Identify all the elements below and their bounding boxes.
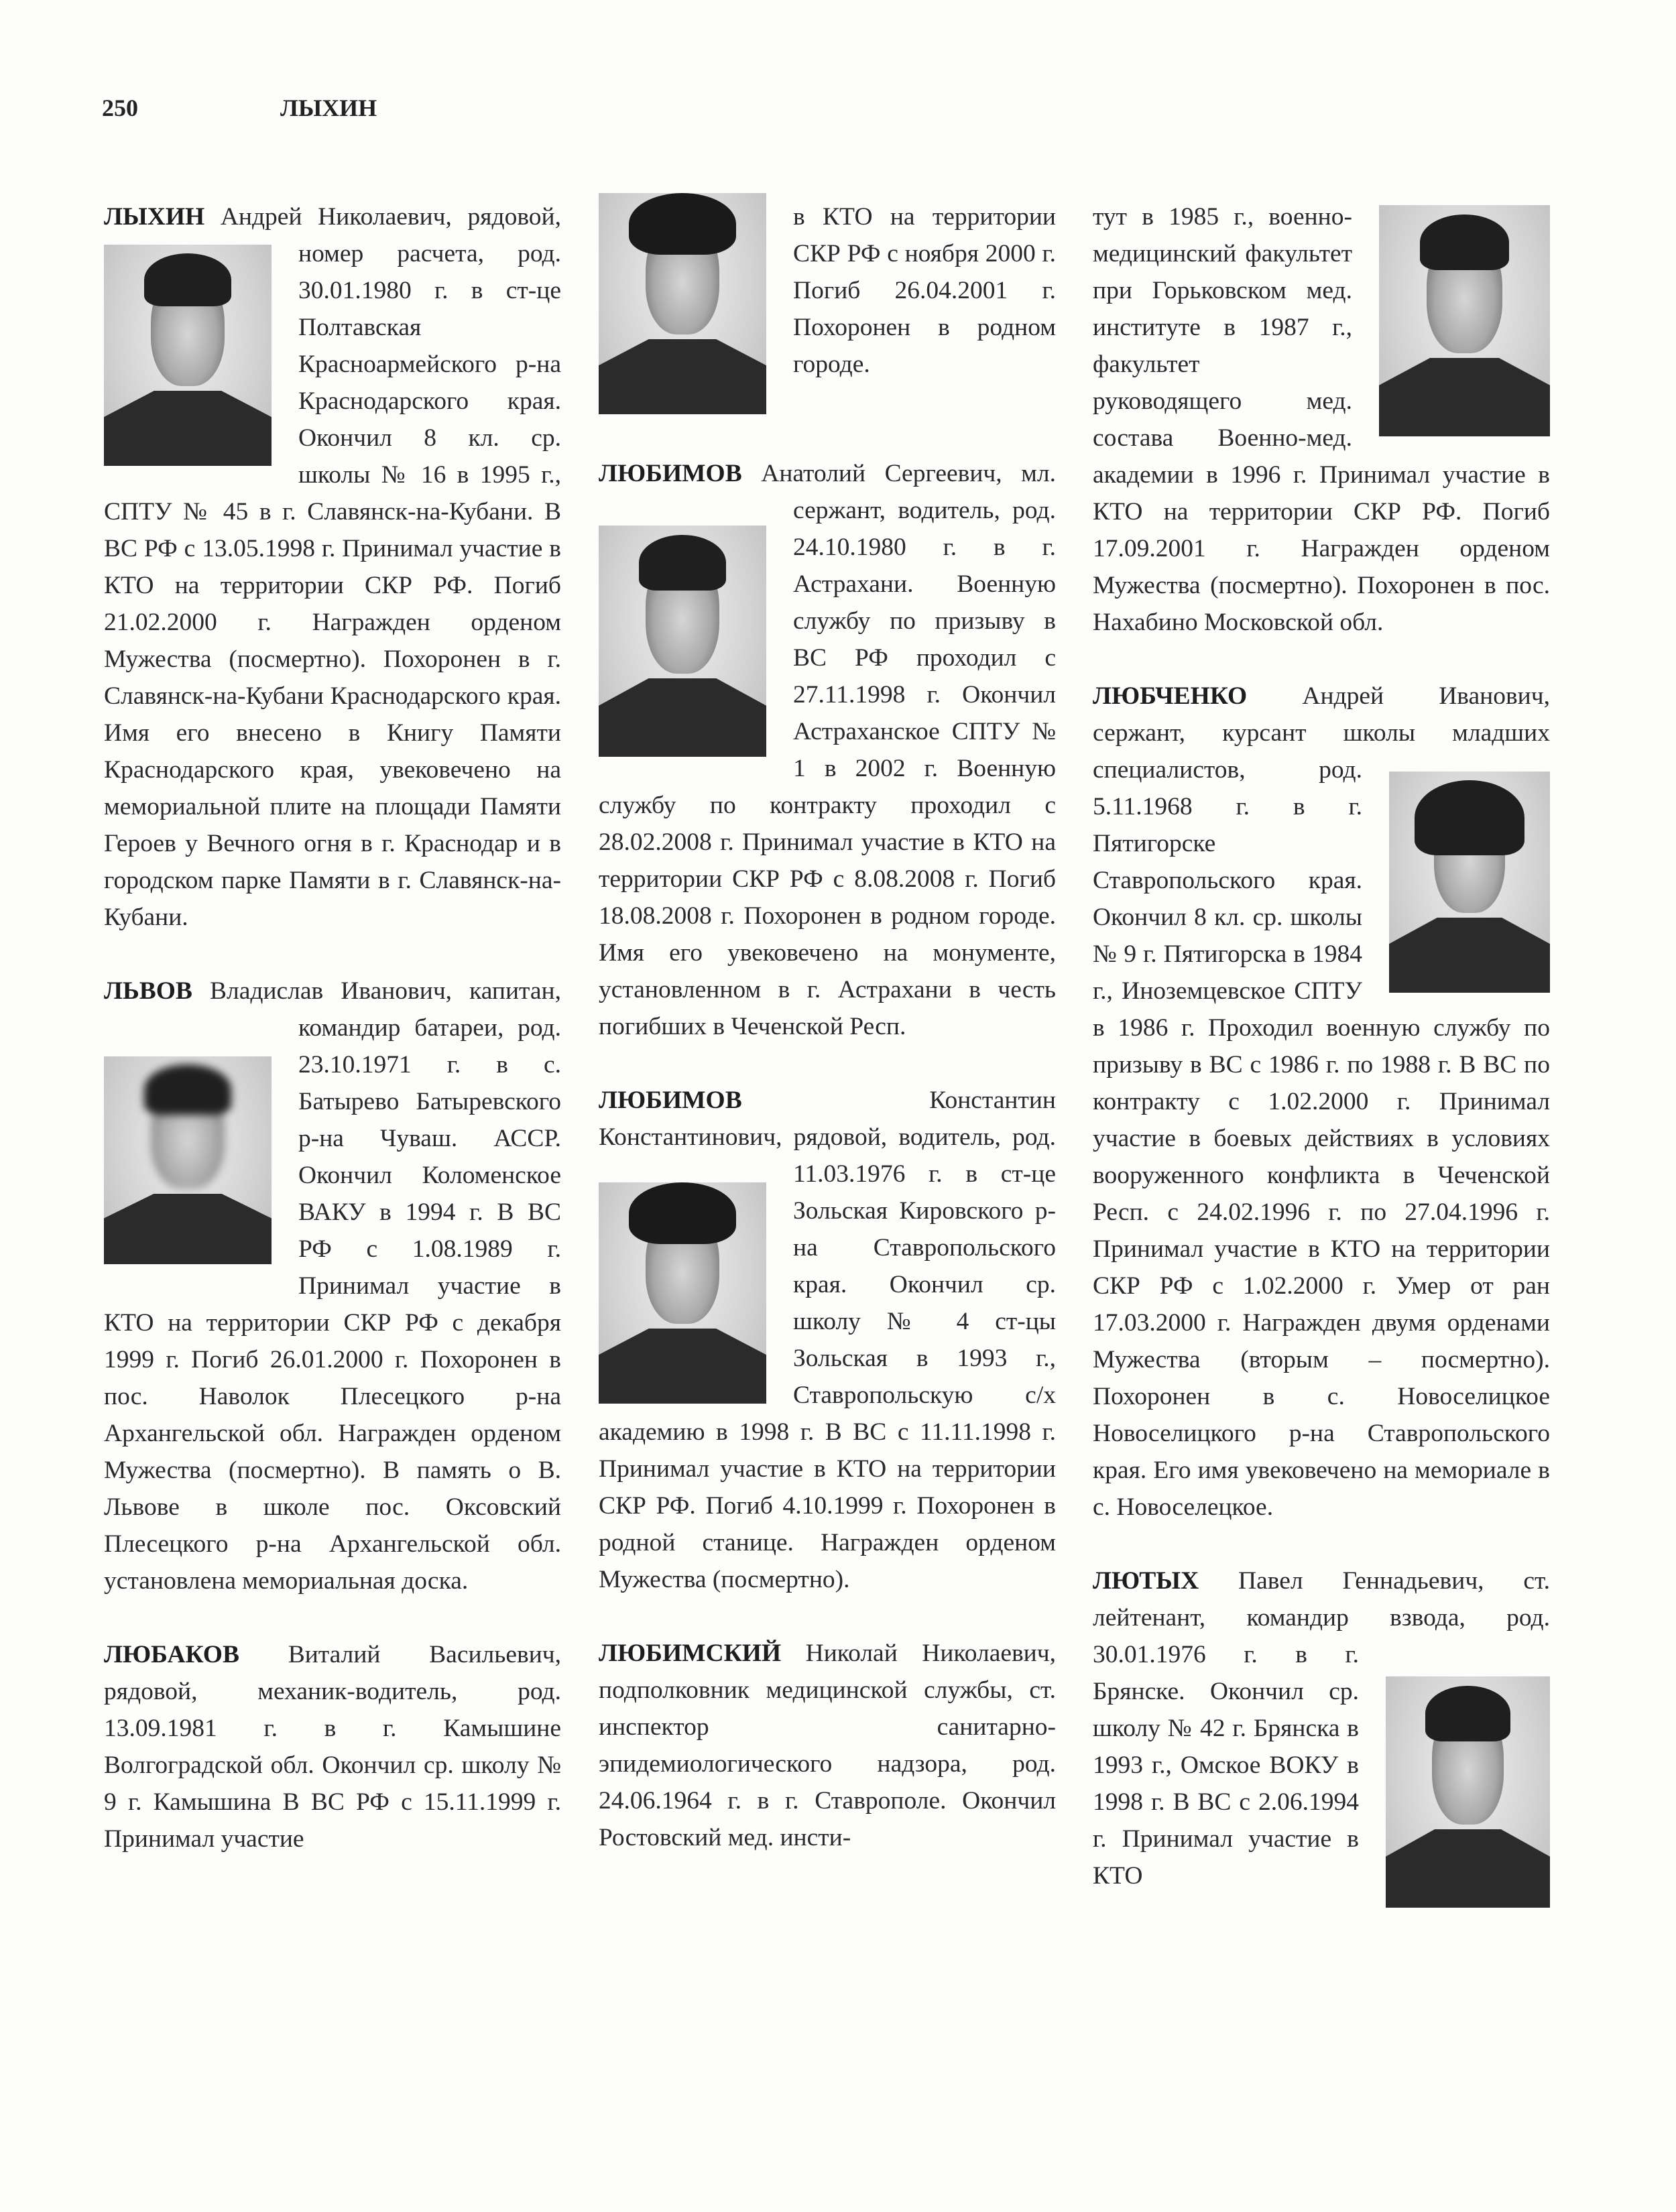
entry-text: 30.01.1976 г. в г. Брянске. Окончил ср. школу № 42 г. Брянска в 1993 г., Омское ВОКУ в 1998 г. В ВС с 2.06.1994 г. Принимал участие в КТО (1093, 1641, 1359, 1890)
column-2 (599, 198, 1056, 1893)
entry-intro: Андрей Николаевич, рядовой, номер расчета, род. (220, 203, 561, 267)
entry-text: 23.10.1971 г. в с. Батырево Батыревского р-на Чуваш. АССР. Окончил Коломенское ВАКУ в 1994 г. В ВС РФ с 1.08.1989 г. Принимал участие в КТО на территории СКР РФ с декабря 1999 г. Погиб 26.01.2000 г. Похоронен в пос. Наволок Плесецкого р-на Архангельской обл. Награжден орденом Мужества (посмертно). В память о В. Львове в школе пос. Оксовский Плесецкого р-на Архангельской обл. установлена мемориальная доска. (104, 1051, 561, 1595)
entry-text: тут в 1985 г., военно-медицинский факультет при Горьковском мед. институте в 1987 г., факультет руководящего мед. состава Военно-мед. академии в 1996 г. Принимал участие в КТО на территории СКР РФ. Погиб 17.09.2001 г. Награжден орденом Мужества (посмертно). Похоронен в пос. Нахабино Московской обл. (1093, 203, 1550, 636)
entry-lyubimov-konstantin (599, 1082, 1056, 1598)
entry-intro: Андрей Иванович, сержант, курсант школы младших специалистов, род. (1093, 682, 1550, 784)
entry-text: 24.10.1980 г. в г. Астрахани. Военную службу по призыву в ВС РФ проходил с 27.11.1998 г. Окончил Астраханское СПТУ № 1 в 2002 г. Военную службу по контракту проходил с 28.02.2008 г. Принимал участие в КТО на территории СКР РФ с 8.08.2008 г. Погиб 18.08.2008 г. Похоронен в родном городе. Имя его увековечено на монументе, установленном в г. Астрахани в честь погибших в Чеченской Респ. (599, 534, 1056, 1040)
column-1 (104, 198, 561, 1894)
entry-surname: ЛЮТЫХ (1093, 1567, 1199, 1595)
entry-lyubakov (104, 1636, 561, 1857)
entry-intro: Владислав Иванович, капитан, командир батареи, род. (210, 977, 561, 1042)
entry-text: Виталий Васильевич, рядовой, механик-водитель, род. 13.09.1981 г. в г. Камышине Волгоградской обл. Окончил ср. школу № 9 г. Камышина В ВС РФ с 15.11.1999 г. Принимал участие (104, 1641, 562, 1853)
entry-text: 5.11.1968 г. в г. Пятигорске Ставропольского края. Окончил 8 кл. ср. школы № 9 г. Пятигорска в 1984 г., Иноземцевское СПТУ в 1986 г. Проходил военную службу по призыву в ВС с 1986 г. по 1988 г. В ВС по контракту с 1.02.2000 г. Принимал участие в боевых действиях в условиях вооруженного конфликта в Чеченской Респ. с 24.02.1996 г. по 27.04.1996 г. Принимал участие в КТО на территории СКР РФ с 1.02.2000 г. Умер от ран 17.03.2000 г. Награжден двумя орденами Мужества (вторым – посмертно). Похоронен в с. Новоселицкое Новоселицкого р-на Ставропольского края. Его имя увековечено на мемориале в с. Новоселецкое. (1093, 793, 1550, 1521)
portrait-photo (599, 193, 766, 414)
portrait-photo (1386, 1676, 1550, 1908)
entry-surname: ЛЮБАКОВ (104, 1641, 239, 1668)
entry-intro: Павел Геннадьевич, ст. лейтенант, командир взвода, род. (1093, 1567, 1551, 1632)
entry-text: в КТО на территории СКР РФ с ноября 2000 г. Погиб 26.04.2001 г. Похоронен в родном городе. (793, 203, 1056, 378)
entry-surname: ЛЮБИМСКИЙ (599, 1640, 782, 1667)
entry-text: Николай Николаевич, подполковник медицинской службы, ст. инспектор санитарно-эпидемиологического надзора, род. 24.06.1964 г. в г. Ставрополе. Окончил Ростовский мед. инсти- (599, 1640, 1056, 1851)
entry-continuation (1093, 198, 1550, 641)
portrait-photo (1389, 772, 1550, 993)
entry-surname: ЛЮБЧЕНКО (1093, 682, 1248, 710)
entry-lyubimsky (599, 1635, 1056, 1856)
entry-text: 30.01.1980 г. в ст-це Полтавская Красноармейского р-на Краснодарского края. Окончил 8 кл. ср. школы № 16 в 1995 г., СПТУ № 45 в г. Славянск-на-Кубани. В ВС РФ с 13.05.1998 г. Принимал участие в КТО на территории СКР РФ. Погиб 21.02.2000 г. Награжден орденом Мужества (посмертно). Похоронен в г. Славянск-на-Кубани Краснодарского края. Имя его внесено в Книгу Памяти Краснодарского края, увековечено на мемориальной плите на площади Памяти Героев у Вечного огня в г. Краснодар и в городском парке Памяти в г. Славянск-на-Кубани. (104, 277, 561, 931)
portrait-photo (1379, 205, 1550, 436)
portrait-photo (104, 1056, 272, 1264)
entry-surname: ЛЫХИН (104, 203, 205, 231)
column-3 (1093, 198, 1550, 1931)
entry-lyutykh (1093, 1562, 1550, 1894)
entry-text: 11.03.1976 г. в ст-це Зольская Кировского р-на Ставропольского края. Окончил ср. школу № 4 ст-цы Зольская в 1993 г., Ставропольскую с/х академию в 1998 г. В ВС с 11.11.1998 г. Принимал участие в КТО на территории СКР РФ. Погиб 4.10.1999 г. Похоронен в родной станице. Награжден орденом Мужества (посмертно). (599, 1160, 1056, 1593)
running-head: ЛЫХИН (280, 95, 377, 121)
entry-lvov (104, 973, 561, 1599)
entry-lykhin (104, 198, 561, 936)
entry-intro: Анатолий Сергеевич, мл. сержант, водитель, род. (761, 460, 1056, 524)
entry-surname: ЛЮБИМОВ (599, 1087, 742, 1114)
entry-lyubchenko (1093, 678, 1550, 1526)
entry-intro: Константин Константинович, рядовой, водитель, род. (599, 1087, 1056, 1151)
page-number: 250 (102, 95, 138, 121)
portrait-photo (599, 1182, 766, 1404)
entry-surname: ЛЮБИМОВ (599, 460, 742, 487)
portrait-photo (599, 526, 766, 757)
entry-surname: ЛЬВОВ (104, 977, 192, 1005)
entry-continuation (599, 198, 1056, 418)
entry-lyubimov-anatoly (599, 455, 1056, 1045)
portrait-photo (104, 245, 272, 466)
